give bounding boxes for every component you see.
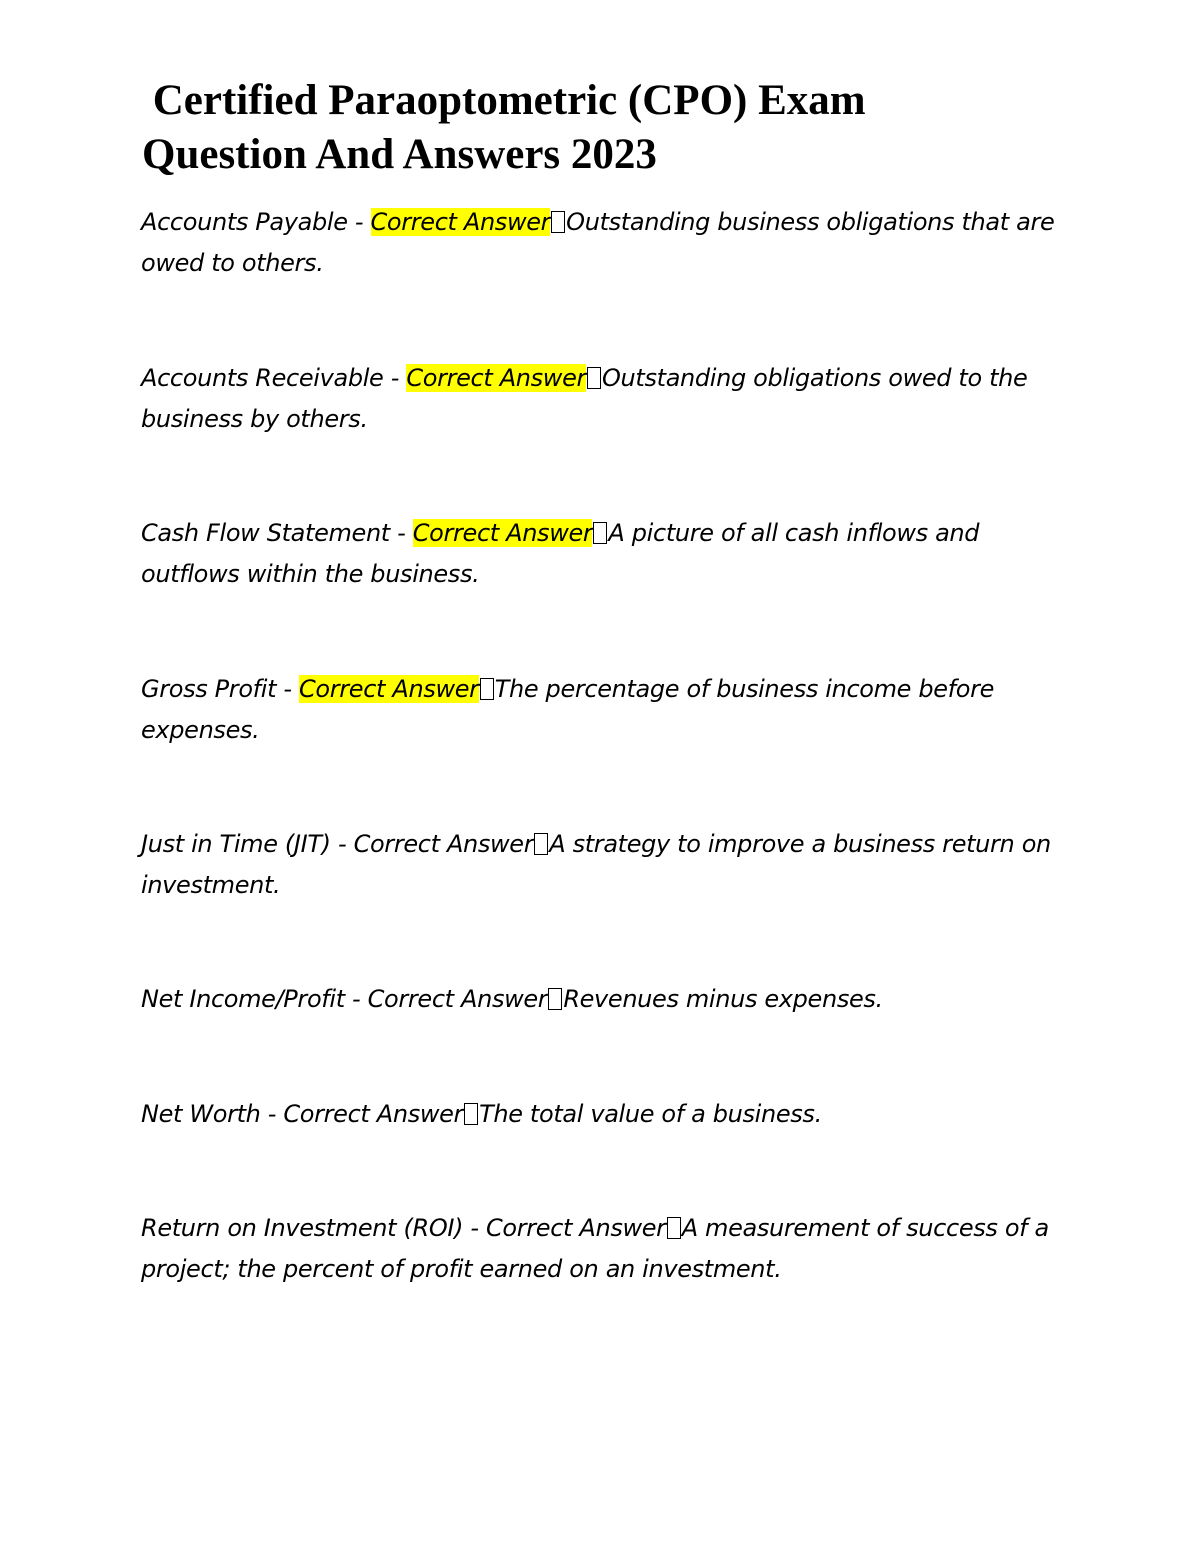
entry-answer: A strategy to improve a business return on investment. (141, 830, 1051, 899)
answer-label: Correct Answer (367, 985, 548, 1013)
entry-term: Cash Flow Statement (141, 519, 390, 547)
missing-glyph-icon (587, 367, 601, 389)
answer-label-highlighted: Correct Answer (370, 208, 551, 236)
missing-glyph-icon (534, 833, 548, 855)
answer-label: Correct Answer (283, 1100, 464, 1128)
entry-answer: The total value of a business. (479, 1100, 822, 1128)
qa-entry (141, 669, 1061, 751)
entry-separator: - (347, 208, 371, 236)
entry-separator: - (389, 519, 413, 547)
entry-term: Just in Time (JIT) (141, 830, 331, 858)
qa-entry (141, 513, 1061, 595)
entry-answer: The percentage of business income before expenses. (141, 675, 995, 744)
document-title: Certified Paraoptometric (CPO) Exam Question And Answers 2023 (142, 77, 866, 178)
entry-separator: - (344, 985, 368, 1013)
entry-separator: - (463, 1214, 487, 1242)
entry-separator: - (260, 1100, 284, 1128)
answer-label: Correct Answer (486, 1214, 666, 1242)
missing-glyph-icon (480, 678, 494, 700)
entry-term: Gross Profit (141, 675, 277, 703)
answer-label-highlighted: Correct Answer (299, 675, 479, 703)
missing-glyph-icon (548, 988, 562, 1010)
entry-term: Accounts Payable (141, 208, 348, 236)
missing-glyph-icon (464, 1103, 478, 1125)
entry-answer: Revenues minus expenses. (563, 985, 883, 1013)
answer-label: Correct Answer (353, 830, 534, 858)
entry-answer: A picture of all cash inflows and outflows within the business. (141, 519, 980, 588)
entry-separator: - (330, 830, 354, 858)
qa-entry (141, 1094, 1061, 1135)
entry-answer: Outstanding business obligations that are owed to others. (141, 208, 1055, 277)
entry-term: Accounts Receivable (141, 364, 384, 392)
entry-answer: A measurement of success of a project; the percent of profit earned on an investment. (141, 1214, 1049, 1283)
missing-glyph-icon (551, 211, 565, 233)
qa-entry (141, 1208, 1061, 1290)
qa-entry (141, 979, 1061, 1020)
qa-entry (141, 202, 1061, 284)
entry-separator: - (383, 364, 407, 392)
entry-separator: - (276, 675, 300, 703)
entry-answer: Outstanding obligations owed to the business by others. (141, 364, 1028, 433)
entry-term: Net Income/Profit (141, 985, 345, 1013)
answer-label-highlighted: Correct Answer (406, 364, 587, 392)
qa-entry (141, 358, 1061, 440)
entry-term: Return on Investment (ROI) (141, 1214, 464, 1242)
missing-glyph-icon (593, 522, 607, 544)
missing-glyph-icon (667, 1217, 681, 1239)
qa-entry (141, 824, 1061, 906)
answer-label-highlighted: Correct Answer (412, 519, 593, 547)
entry-term: Net Worth (141, 1100, 261, 1128)
